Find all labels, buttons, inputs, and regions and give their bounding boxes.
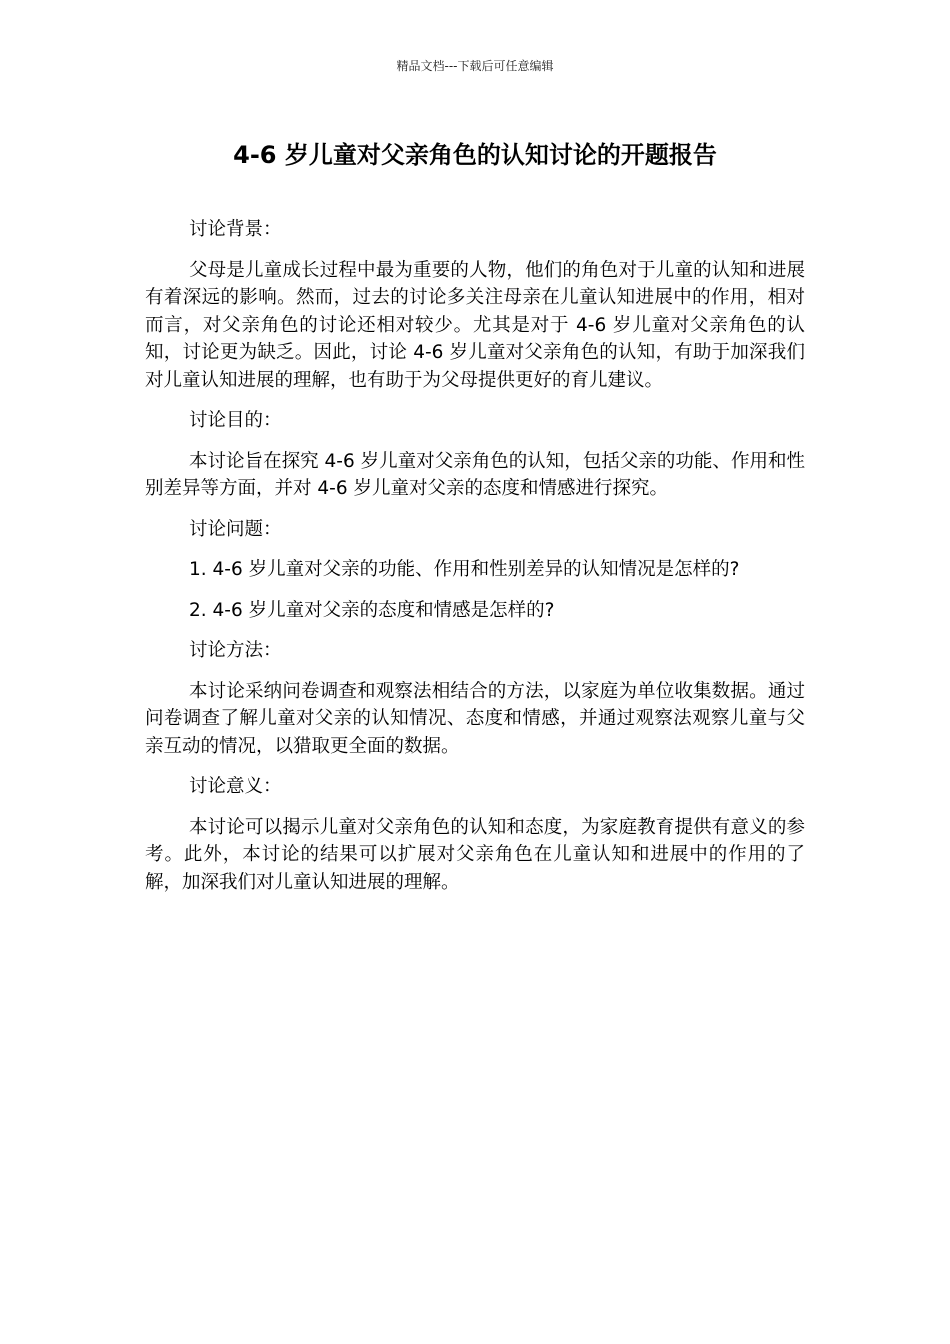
section-heading-purpose: 讨论目的： (189, 410, 282, 431)
section-heading-background: 讨论背景： (189, 219, 282, 240)
document-body (145, 216, 805, 909)
question-item-2: 2. 4-6 岁儿童对父亲的态度和情感是怎样的? (189, 599, 555, 621)
section-heading-method: 讨论方法： (189, 640, 282, 661)
paragraph-method: 本讨论采纳问卷调查和观察法相结合的方法，以家庭为单位收集数据。通过问卷调查了解儿童对父亲的认知情况、态度和情感，并通过观察法观察儿童与父亲互动的情况，以猎取更全面的数据。 (145, 680, 805, 757)
question-item-1: 1. 4-6 岁儿童对父亲的功能、作用和性别差异的认知情况是怎样的? (189, 559, 740, 580)
paragraph-background: 父母是儿童成长过程中最为重要的人物，他们的角色对于儿童的认知和进展有着深远的影响。然而，过去的讨论多关注母亲在儿童认知进展中的作用，相对而言，对父亲角色的讨论还相对较少。尤其是对于 4-6 岁儿童对父亲角色的认知，讨论更为缺乏。因此，讨论 4-6 岁儿童对父亲角色的认知，有助于加深我们对儿童认知进展的理解，也有助于为父母提供更好的育儿建议。 (145, 259, 805, 391)
paragraph-purpose: 本讨论旨在探究 4-6 岁儿童对父亲角色的认知，包括父亲的功能、作用和性别差异等方面，并对 4-6 岁儿童对父亲的态度和情感进行探究。 (145, 450, 805, 499)
section-heading-questions: 讨论问题： (189, 518, 282, 540)
page-header: 精品文档---下载后可任意编辑 (396, 59, 554, 73)
paragraph-significance: 本讨论可以揭示儿童对父亲角色的认知和态度，为家庭教育提供有意义的参考。此外，本讨论的结果可以扩展对父亲角色在儿童认知和进展中的作用的了解，加深我们对儿童认知进展的理解。 (145, 816, 805, 893)
section-heading-significance: 讨论意义： (189, 776, 282, 797)
document-title: 4-6 岁儿童对父亲角色的认知讨论的开题报告 (233, 141, 717, 169)
